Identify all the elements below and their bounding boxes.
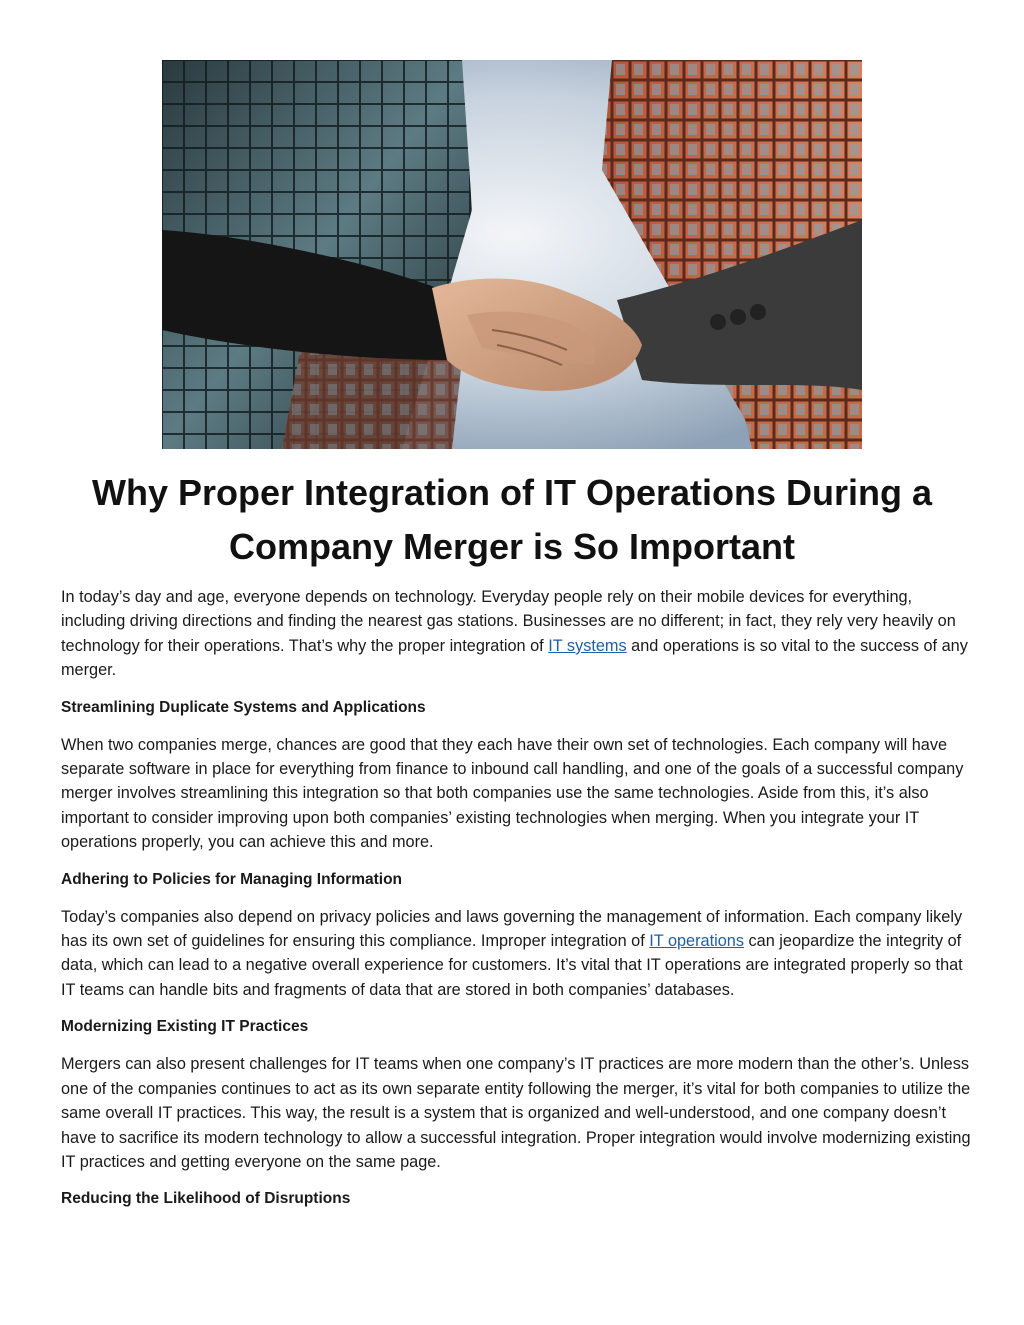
section-heading: Streamlining Duplicate Systems and Applications bbox=[61, 698, 426, 716]
it-operations-link[interactable]: IT operations bbox=[649, 932, 744, 951]
intro-paragraph bbox=[61, 585, 971, 683]
section-paragraph: When two companies merge, chances are good that they each have their own set of technologies. Each company will have separate software in place for everything from finance to inbound call handling, and one of the goals of a successful company merger involves streamlining this integration so that both companies use the same technologies. Aside from this, it’s also important to consider improving upon both companies’ existing technologies when merging. When you integrate your IT operations properly, you can achieve this and more. bbox=[61, 735, 964, 852]
hero-image bbox=[162, 60, 862, 449]
article-body bbox=[61, 585, 971, 1224]
section-heading: Reducing the Likelihood of Disruptions bbox=[61, 1190, 351, 1208]
section-heading: Modernizing Existing IT Practices bbox=[61, 1018, 309, 1036]
section-paragraph: Mergers can also present challenges for IT teams when one company’s IT practices are more modern than the other’s. Unless one of the companies continues to act as its own separate entity following the merger, it’s vital for both companies to utilize the same overall IT practices. This way, the result is a system that is organized and well-understood, and one company doesn’t have to sacrifice its modern technology to allow a successful integration. Proper integration would involve modernizing existing IT practices and getting everyone on the same page. bbox=[61, 1055, 971, 1171]
article-title: Why Proper Integration of IT Operations During a Company Merger is So Important bbox=[91, 472, 933, 567]
section-heading: Adhering to Policies for Managing Information bbox=[61, 870, 403, 888]
section-paragraph bbox=[61, 905, 971, 1003]
handshake-skyscrapers-illustration bbox=[162, 60, 862, 449]
section-text-part: can jeopardize the integrity of data, which can lead to a negative overall experience for customers. It’s vital that IT operations are integrated properly so that IT teams can handle bits and fragments of data that are stored in both companies’ databases. bbox=[61, 932, 963, 999]
section-text-part: Today’s companies also depend on privacy policies and laws governing the management of information. Each company likely has its own set of guidelines for ensuring this compliance. Improper integration of bbox=[61, 907, 963, 951]
intro-text-part: and operations is so vital to the success of any merger. bbox=[61, 636, 968, 680]
it-systems-link[interactable]: IT systems bbox=[548, 636, 627, 655]
intro-text-part: In today’s day and age, everyone depends on technology. Everyday people rely on their mobile devices for everything, including driving directions and finding the nearest gas stations. Businesses are no different; in fact, they rely very heavily on technology for their operations. That’s why the proper integration of bbox=[61, 588, 956, 655]
